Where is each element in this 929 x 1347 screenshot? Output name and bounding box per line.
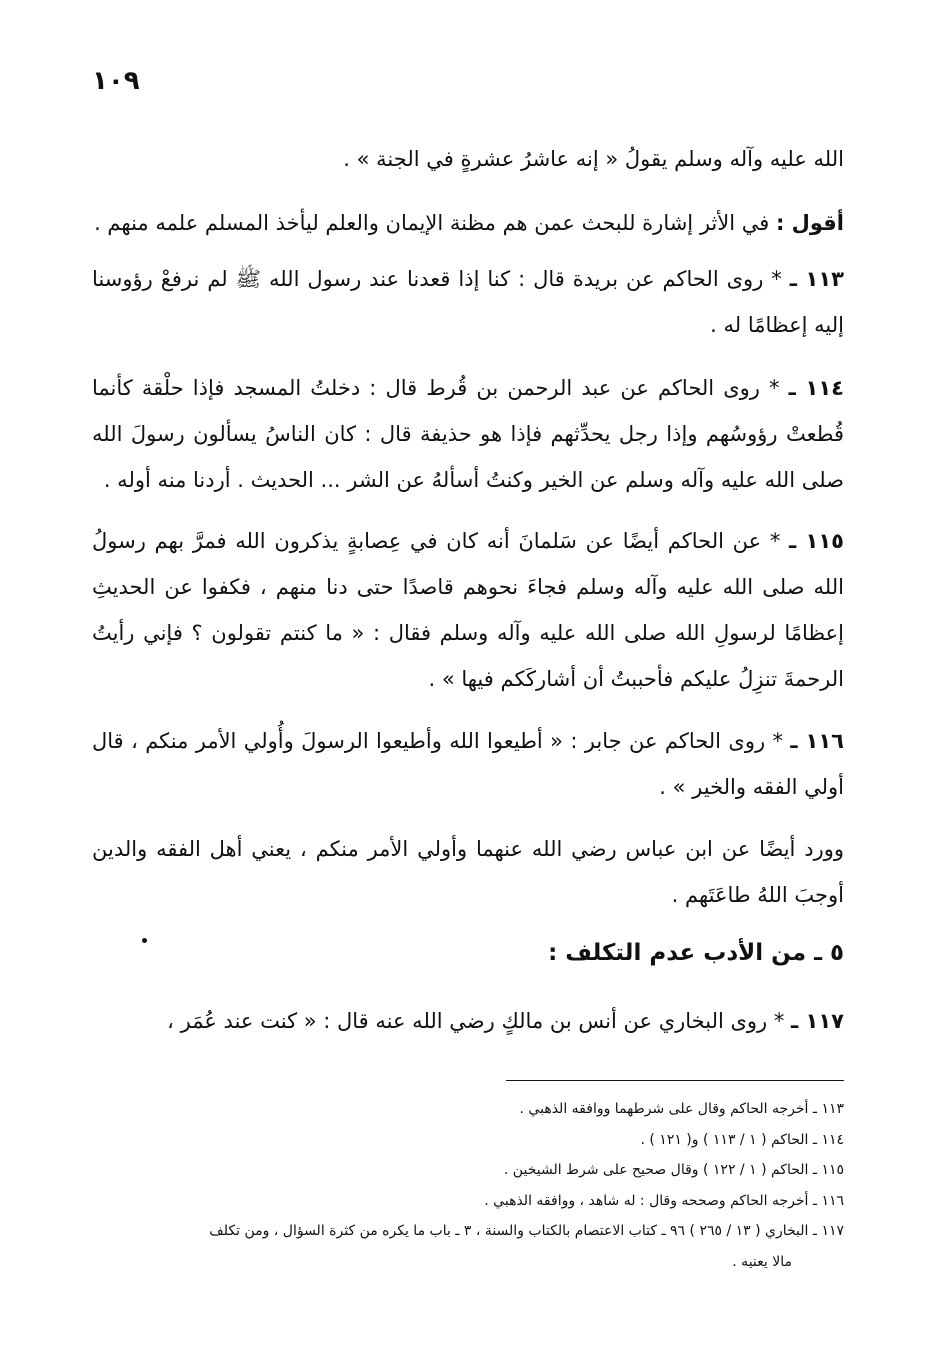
footnote-115: ١١٥ ـ الحاكم ( ١ / ١٢٢ ) وقال صحيح على شرط الشيخين . <box>503 1162 844 1178</box>
footnote-116: ١١٦ ـ أخرجه الحاكم وصححه وقال : له شاهد ، ووافقه الذهبي . <box>484 1192 844 1209</box>
paragraph-continuation <box>92 136 844 182</box>
hadith-number: ١١٣ ـ <box>789 267 844 291</box>
paragraph-text: وورد أيضًا عن ابن عباس رضي الله عنهما وأولي الأمر منكم ، يعني أهل الفقه والدين أوجبَ اللهُ طاعَتَهم . <box>92 837 844 907</box>
footnote-117: ١١٧ ـ البخاري ( ١٣ / ٢٦٥ ) ٩٦ ـ كتاب الاعتصام بالكتاب والسنة ، ٣ ـ باب ما يكره من كثرة السؤال ، ومن تكلف <box>209 1223 844 1239</box>
hadith-number: ١١٦ ـ <box>790 729 844 753</box>
paragraph-wurid <box>92 826 844 918</box>
hadith-113 <box>92 256 844 348</box>
hadith-text: * عن الحاكم أيضًا عن سَلمانَ أنه كان في عِصابةٍ يذكرون الله فمرَّ بهم رسولُ الله صلى الله عليه وآله وسلم فجاءَ نحوهم قاصدًا حتى دنا منهم ، فكفوا عن الحديثِ إعظامًا لرسولِ الله صلى الله عليه وآله وسلم فقال : « ما كنتم تقولون ؟ فإني رأيتُ الرحمةَ تنزِلُ عليكم فأحببتُ أن أشاركَكم فيها » . <box>92 529 844 691</box>
section-heading: ٥ ـ من الأدب عدم التكلف : <box>548 940 844 966</box>
hadith-number: ١١٧ ـ <box>791 1009 844 1033</box>
hadith-text: * روى الحاكم عن عبد الرحمن بن قُرط قال : دخلتُ المسجد فإذا حلْقة كأنما قُطعتْ رؤوسُهم وإذا رجل يحدِّثهم فإذا هو حذيفة قال : كان الناسُ يسألون رسولَ الله صلى الله عليه وآله وسلم عن الخير وكنتُ أسألهُ عن الشر ... الحديث . أردنا منه أوله . <box>92 376 844 492</box>
hadith-116 <box>92 718 844 810</box>
footnote-114: ١١٤ ـ الحاكم ( ١ / ١١٣ ) و( ١٢١ ) . <box>640 1131 844 1148</box>
footnote-117-continuation: مالا يعنيه . <box>732 1253 792 1270</box>
page-number: ١٠٩ <box>92 66 140 96</box>
paragraph-aqool <box>92 200 844 246</box>
hadith-text: * روى البخاري عن أنس بن مالكٍ رضي الله عنه قال : « كنت عند عُمَر ، <box>167 1009 792 1033</box>
paragraph-text: في الأثر إشارة للبحث عمن هم مظنة الإيمان والعلم ليأخذ المسلم علمه منهم . <box>94 211 776 235</box>
hadith-text: * روى الحاكم عن بريدة قال : كنا إذا قعدنا عند رسول الله ﷺ لم نرفعْ رؤوسنا إليه إعظامًا له . <box>92 267 844 337</box>
hadith-114 <box>92 365 844 503</box>
hadith-115 <box>92 518 844 702</box>
footnotes <box>92 1094 844 1277</box>
aqool-label: أقول : <box>775 211 844 235</box>
hadith-text: * روى الحاكم عن جابر : « أطيعوا الله وأطيعوا الرسولَ وأُولي الأمر منكم ، قال أولي الفقه والخير » . <box>92 729 844 799</box>
paragraph-text: الله عليه وآله وسلم يقولُ « إنه عاشرُ عشرةٍ في الجنة » . <box>343 147 844 171</box>
hadith-number: ١١٤ ـ <box>788 376 844 400</box>
footnote-divider <box>506 1080 844 1081</box>
footnote-113: ١١٣ ـ أخرجه الحاكم وقال على شرطهما ووافقه الذهبي . <box>519 1101 844 1117</box>
hadith-number: ١١٥ ـ <box>789 529 844 553</box>
hadith-117 <box>92 998 844 1044</box>
